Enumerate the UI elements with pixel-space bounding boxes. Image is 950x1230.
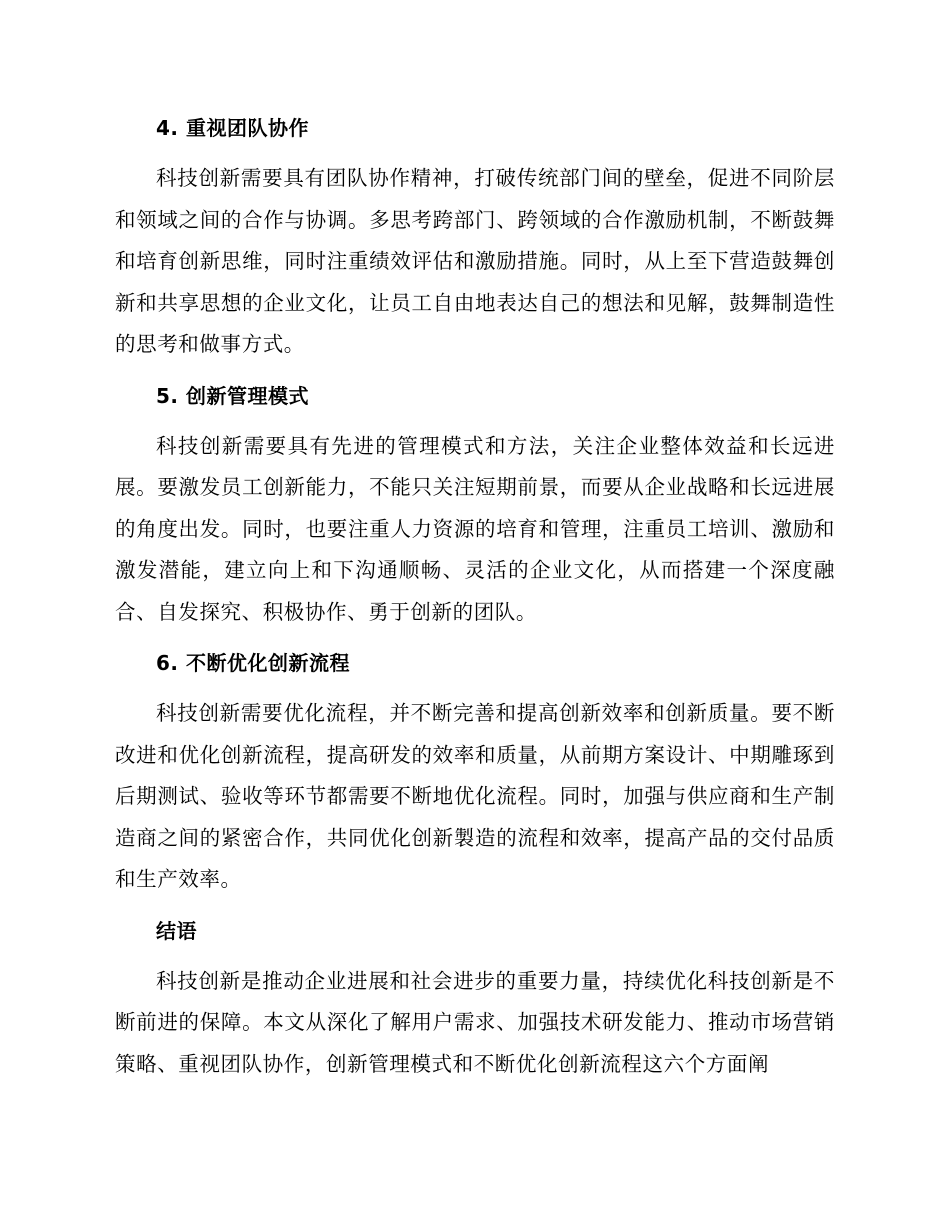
section-heading: 结语 [156,918,197,943]
section-paragraph: 科技创新需要优化流程，并不断完善和提高创新效率和创新质量。要不断改进和优化创新流程，提高研发的效率和质量，从前期方案设计、中期雕琢到后期测试、验收等环节都需要不断地优化流程。同时，加强与供应商和生产制造商之间的紧密合作，共同优化创新製造的流程和效率，提高产品的交付品质和生产效率。 [115,701,835,891]
section-process-optimization [115,643,835,901]
section-conclusion [115,911,835,1086]
section-paragraph: 科技创新需要具有先进的管理模式和方法，关注企业整体效益和长远进展。要激发员工创新能力，不能只关注短期前景，而要从企业战略和长远进展的角度出发。同时，也要注重人力资源的培育和管理，注重员工培训、激励和激发潜能，建立向上和下沟通顺畅、灵活的企业文化，从而搭建一个深度融合、自发探究、积极协作、勇于创新的团队。 [115,433,835,624]
section-heading: 4. 重视团队协作 [156,116,309,140]
section-paragraph: 科技创新是推动企业进展和社会进步的重要力量，持续优化科技创新是不断前进的保障。本文从深化了解用户需求、加强技术研发能力、推动市场营销策略、重视团队协作，创新管理模式和不断优化创新流程这六个方面阐 [115,968,835,1076]
section-management-model [115,376,835,634]
section-heading: 5. 创新管理模式 [156,383,309,408]
section-paragraph: 科技创新需要具有团队协作精神，打破传统部门间的壁垒，促进不同阶层和领域之间的合作与协调。多思考跨部门、跨领域的合作激励机制，不断鼓舞和培育创新思维，同时注重绩效评估和激励措施。同时，从上至下营造鼓舞创新和共享思想的企业文化，让员工自由地表达自己的想法和见解，鼓舞制造性的思考和做事方式。 [115,166,835,356]
section-teamwork [115,108,835,366]
section-heading: 6. 不断优化创新流程 [156,651,350,675]
